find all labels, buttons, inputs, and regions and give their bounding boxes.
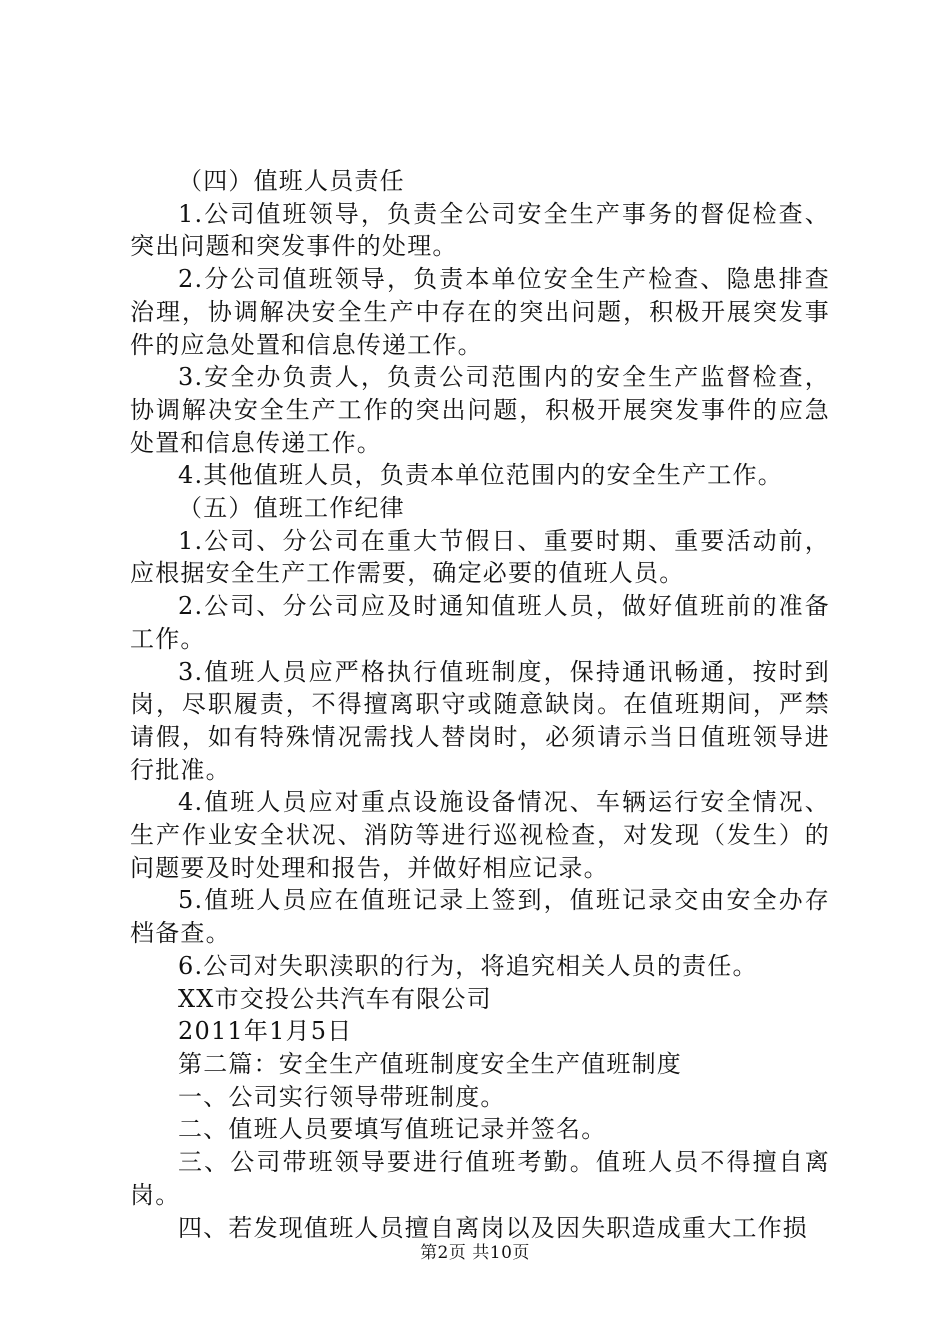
document-date: 2011年1月5日 <box>178 1017 353 1046</box>
paragraph: 3.安全办负责人，负责公司范围内的安全生产监督检查，协调解决安全生产工作的突出问题，积极开展突发事件的应急处置和信息传递工作。 <box>130 363 830 457</box>
paragraph: 5.值班人员应在值班记录上签到，值班记录交由安全办存档备查。 <box>130 886 830 948</box>
paragraph: 1.公司、分公司在重大节假日、重要时期、重要活动前，应根据安全生产工作需要，确定必要的值班人员。 <box>130 526 830 588</box>
paragraph: 一、公司实行领导带班制度。 <box>178 1082 506 1111</box>
section-heading-duty-responsibility: （四）值班人员责任 <box>178 167 405 195</box>
paragraph: 2.公司、分公司应及时通知值班人员，做好值班前的准备工作。 <box>130 592 830 653</box>
section-heading-duty-discipline: （五）值班工作纪律 <box>178 494 405 523</box>
paragraph: 6.公司对失职渎职的行为，将追究相关人员的责任。 <box>178 951 758 980</box>
paragraph: 4.其他值班人员，负责本单位范围内的安全生产工作。 <box>178 461 783 490</box>
paragraph: 四、若发现值班人员擅自离岗以及因失职造成重大工作损 <box>178 1213 808 1242</box>
paragraph: 三、公司带班领导要进行值班考勤。值班人员不得擅自离岗。 <box>130 1148 830 1209</box>
paragraph: 2.分公司值班领导，负责本单位安全生产检查、隐患排查治理，协调解决安全生产中存在的突出问题，积极开展突发事件的应急处置和信息传递工作。 <box>130 265 830 359</box>
company-name: XX市交投公共汽车有限公司 <box>178 984 492 1013</box>
paragraph: 3.值班人员应严格执行值班制度，保持通讯畅通，按时到岗，尽职履责，不得擅离职守或随意缺岗。在值班期间，严禁请假，如有特殊情况需找人替岗时，必须请示当日值班领导进行批准。 <box>130 657 830 784</box>
paragraph: 4.值班人员应对重点设施设备情况、车辆运行安全情况、生产作业安全状况、消防等进行巡视检查，对发现（发生）的问题要及时处理和报告，并做好相应记录。 <box>130 788 830 882</box>
document-body <box>130 165 830 1244</box>
page-number-footer: 第2页 共10页 <box>420 1243 530 1263</box>
paragraph: 1.公司值班领导，负责全公司安全生产事务的督促检查、突出问题和突发事件的处理。 <box>130 199 830 261</box>
chapter-title: 第二篇：安全生产值班制度安全生产值班制度 <box>178 1049 682 1078</box>
paragraph: 二、值班人员要填写值班记录并签名。 <box>178 1115 607 1144</box>
